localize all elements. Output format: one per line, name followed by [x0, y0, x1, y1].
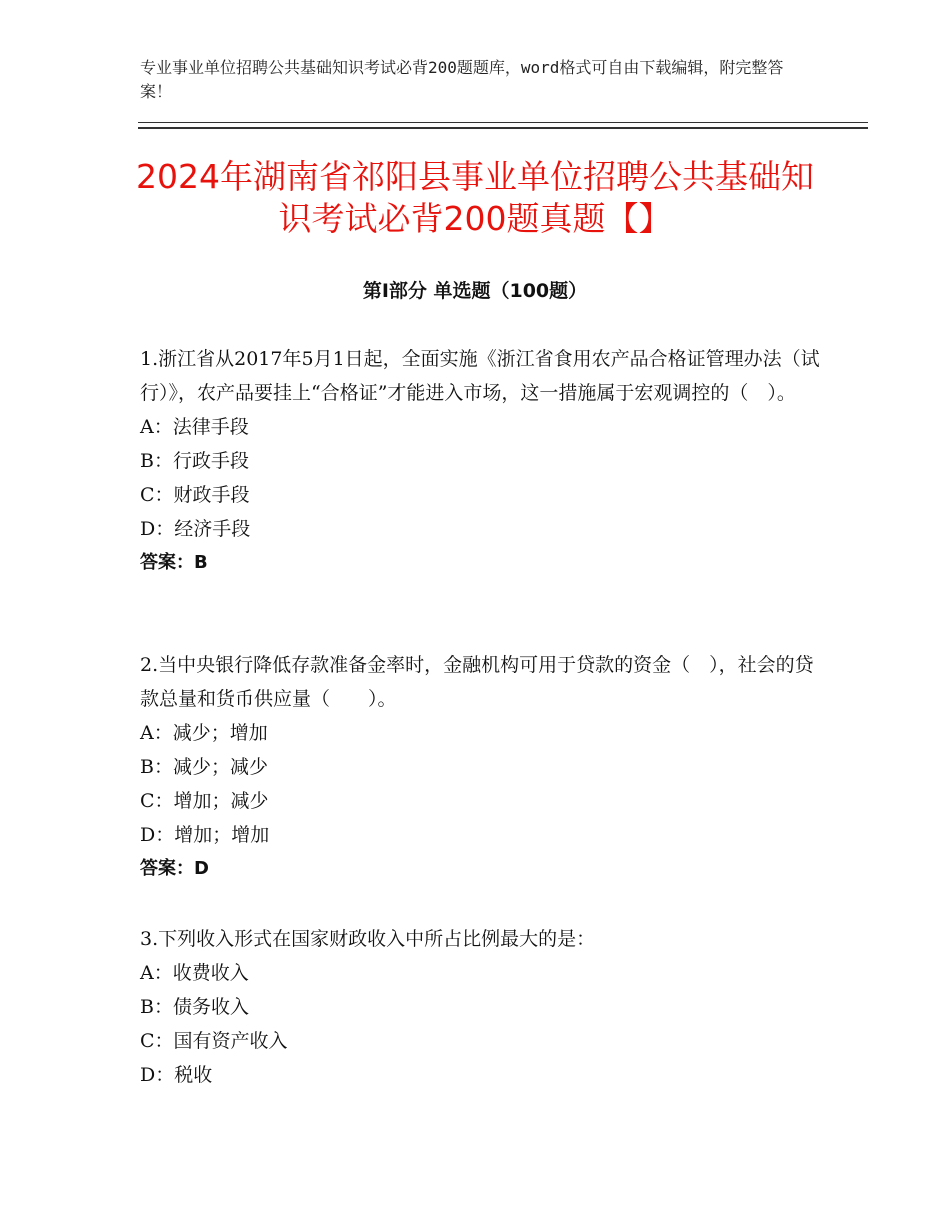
option-b: B：债务收入: [140, 996, 249, 1018]
question-stem: 2.当中央银行降低存款准备金率时，金融机构可用于贷款的资金（ ），社会的贷款总量和货币供应量（ ）。: [140, 654, 814, 710]
question-stem: 1.浙江省从2017年5月1日起，全面实施《浙江省食用农产品合格证管理办法（试行）》，农产品要挂上“合格证”才能进入市场，这一措施属于宏观调控的（ ）。: [140, 348, 820, 404]
option-a: A：法律手段: [140, 416, 249, 438]
option-a: A：减少；增加: [140, 722, 268, 744]
option-d: D：增加；增加: [140, 824, 270, 846]
option-b: B：减少；减少: [140, 756, 268, 778]
answer: 答案：D: [140, 858, 209, 879]
header-divider: [138, 122, 868, 129]
section-heading: 第Ⅰ部分 单选题（100题）: [362, 280, 588, 302]
question-3: [140, 922, 820, 1092]
question-1: [140, 342, 820, 580]
answer: 答案：B: [140, 552, 208, 573]
option-d: D：经济手段: [140, 518, 251, 540]
option-c: C：增加；减少: [140, 790, 269, 812]
option-c: C：财政手段: [140, 484, 250, 506]
option-b: B：行政手段: [140, 450, 249, 472]
option-c: C：国有资产收入: [140, 1030, 288, 1052]
option-a: A：收费收入: [140, 962, 249, 984]
document-title: 2024年湖南省祁阳县事业单位招聘公共基础知识考试必背200题真题【】: [136, 157, 814, 238]
option-d: D：税收: [140, 1064, 213, 1086]
header-note: 专业事业单位招聘公共基础知识考试必背200题题库，word格式可自由下载编辑，附完整答案！: [140, 58, 784, 101]
question-2: [140, 648, 820, 886]
question-stem: 3.下列收入形式在国家财政收入中所占比例最大的是：: [140, 928, 596, 950]
